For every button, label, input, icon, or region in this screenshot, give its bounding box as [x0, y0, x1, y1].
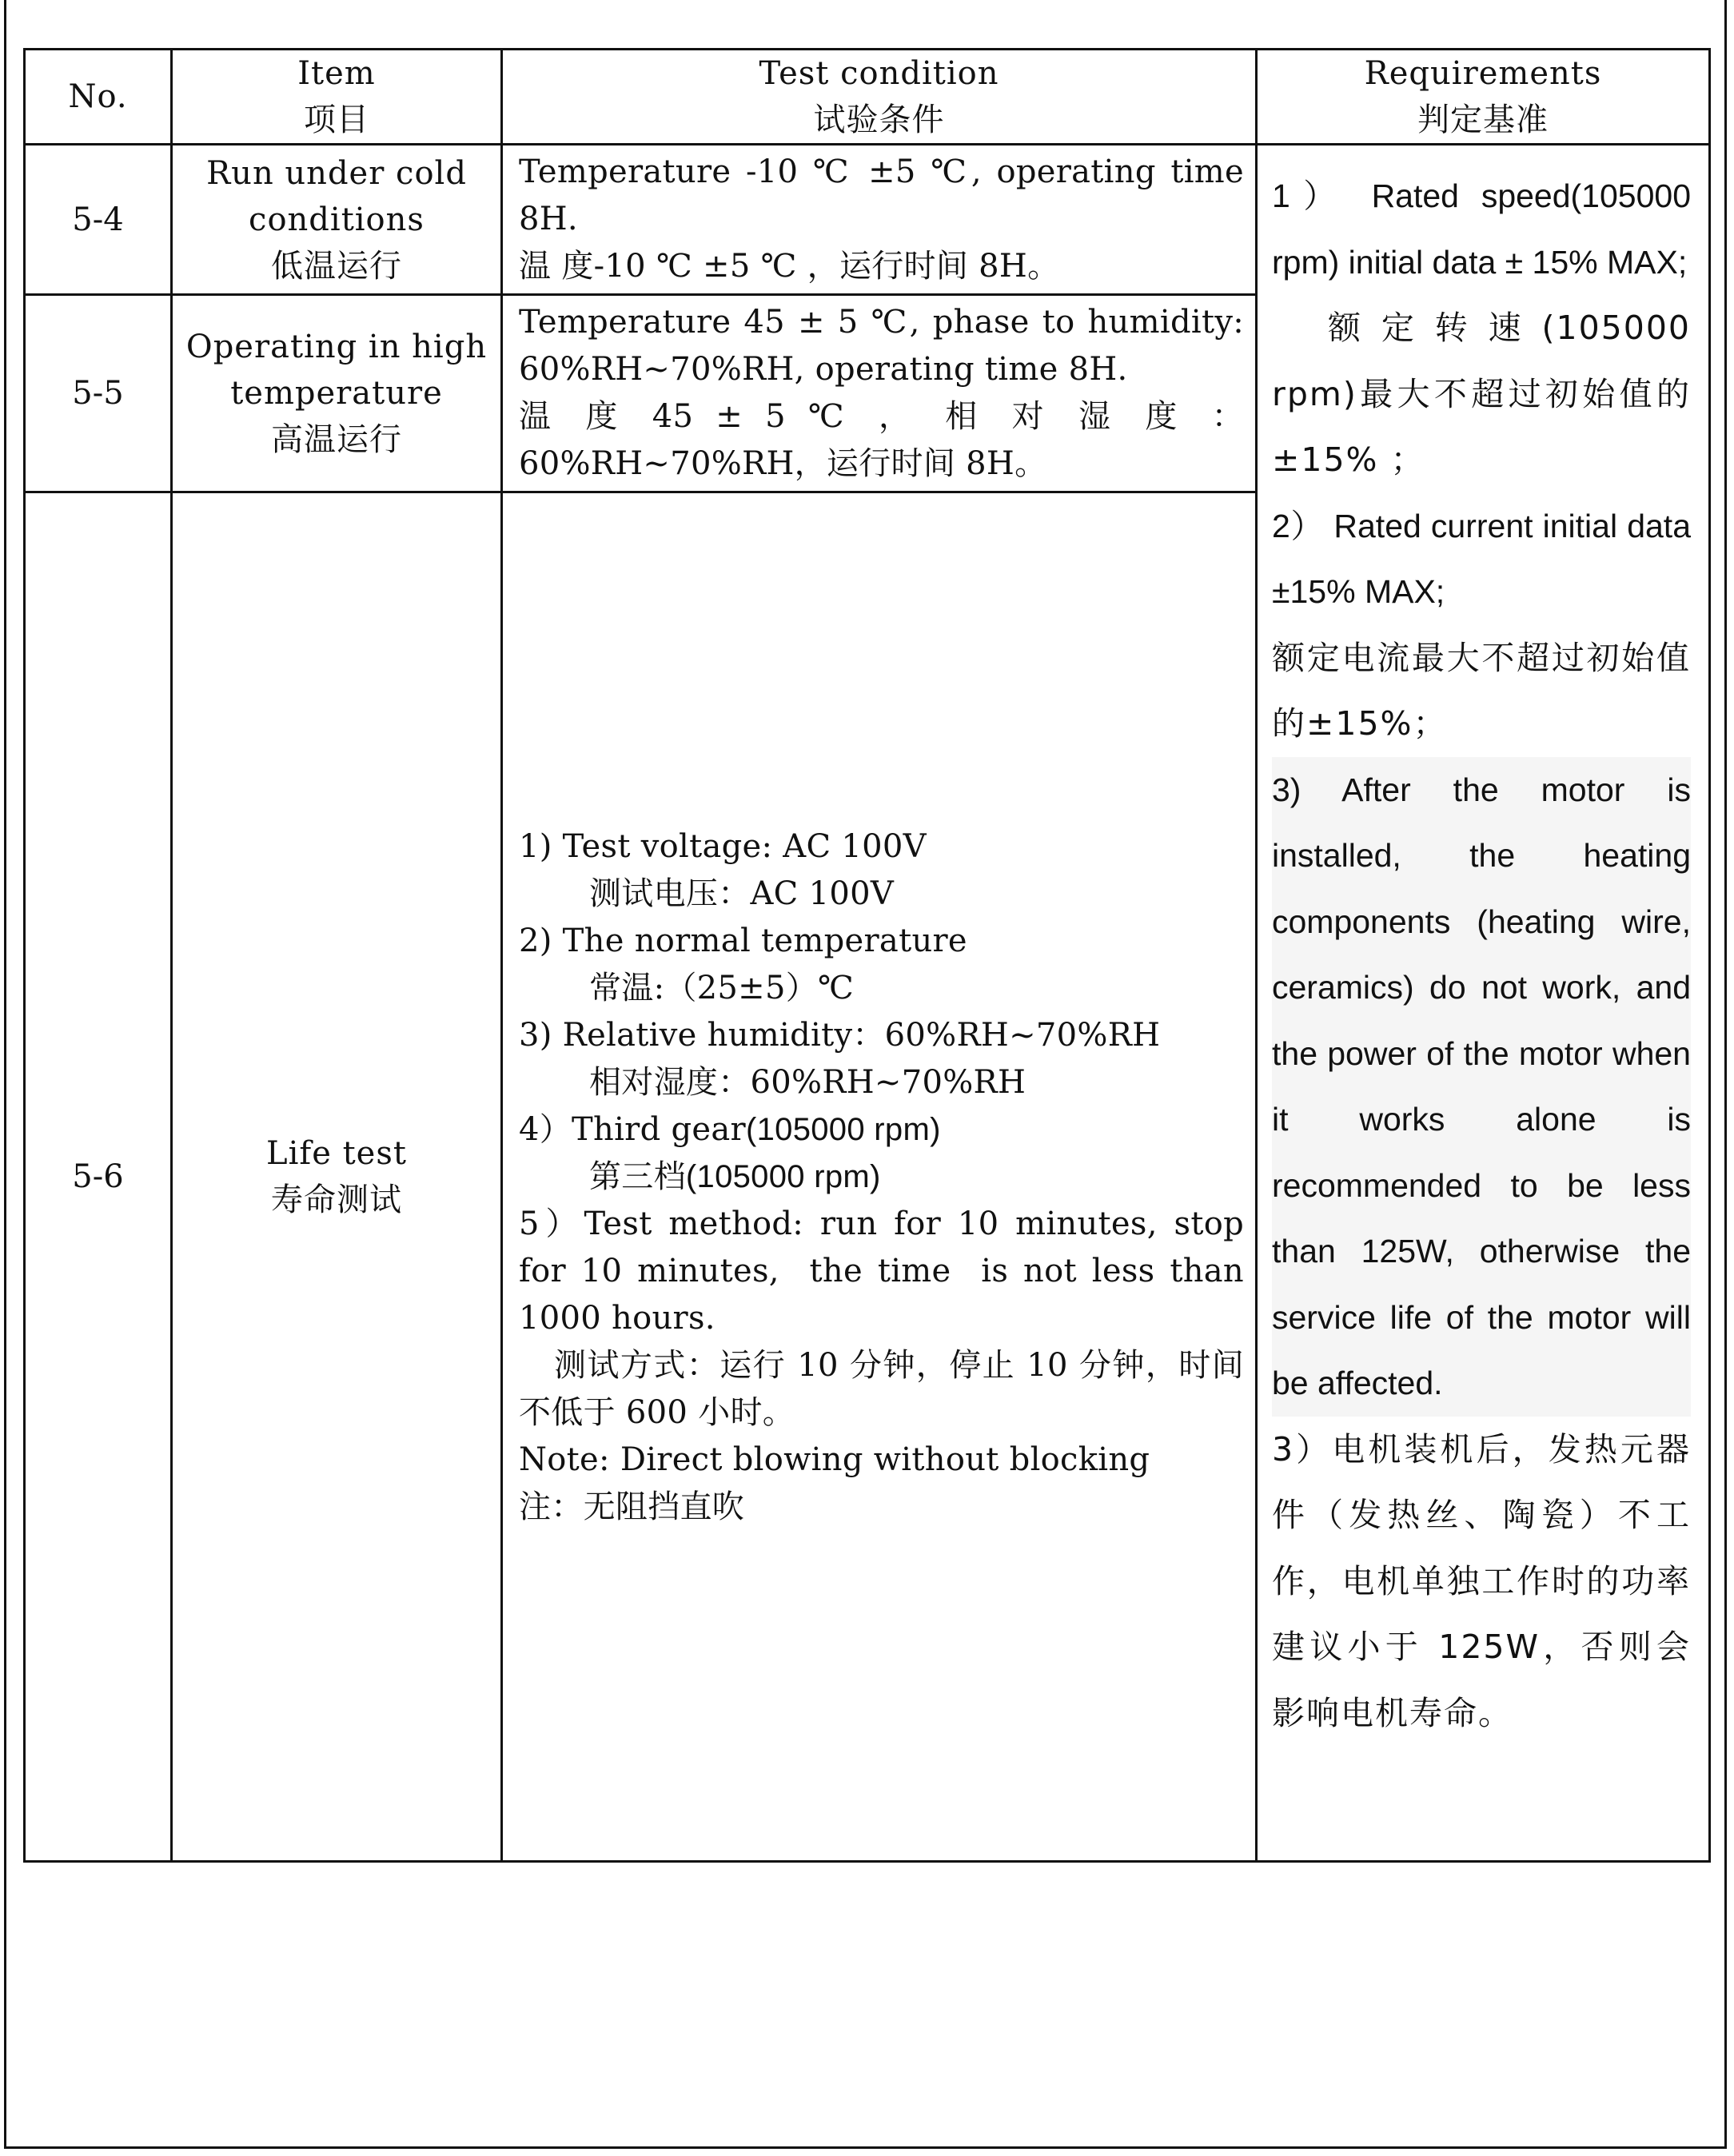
condition-en: Temperature 45 ± 5 ℃, phase to humidity: 60%RH~70%RH, operating time 8H. [519, 304, 1255, 388]
header-requirements-en: Requirements [1364, 55, 1602, 92]
header-no [25, 50, 172, 145]
requirement-2-en: 2） Rated current initial data ±15% MAX; [1272, 507, 1691, 610]
requirement-2-cn: 额定电流最大不超过初始值的±15%； [1272, 638, 1691, 743]
header-item-cn: 项目 [304, 102, 369, 138]
condition-cell [502, 145, 1257, 295]
condition-cell [502, 492, 1257, 1862]
item-cell [172, 295, 502, 492]
header-condition [502, 50, 1257, 145]
requirements-cell [1257, 145, 1710, 1862]
test-spec-table [23, 48, 1711, 1863]
header-requirements-cn: 判定基准 [1417, 102, 1549, 138]
condition-cell [502, 295, 1257, 492]
condition-gear-cn: 第三档 [589, 1158, 686, 1195]
condition-en: Temperature -10 ℃ ±5 ℃, operating time 8H. [519, 153, 1255, 237]
item-en-line: conditions [249, 201, 425, 238]
row-number: 5-5 [25, 295, 172, 492]
condition-line: 5）Test method: run for 10 minutes, stop for 10 minutes, the time is not less than 1000 hours. [519, 1205, 1255, 1337]
condition-line: 测试电压：AC 100V [589, 875, 895, 912]
condition-line: 1) Test voltage: AC 100V [519, 827, 927, 865]
table-row-5-4 [25, 145, 1710, 295]
condition-gear-rpm: (105000 rpm) [745, 1111, 941, 1147]
condition-line: 测试方式：运行 10 分钟，停止 10 分钟，时间不低于 600 小时。 [519, 1346, 1244, 1431]
header-requirements [1257, 50, 1710, 145]
condition-line: 相对湿度：60%RH~70%RH [589, 1063, 1026, 1101]
condition-line: 注：无阻挡直吹 [519, 1488, 745, 1525]
header-row [25, 50, 1710, 145]
header-item [172, 50, 502, 145]
requirement-1-cn: 额定转速(105000 rpm)最大不超过初始值的±15% ； [1272, 309, 1691, 479]
header-item-en: Item [297, 55, 376, 92]
condition-gear-rpm: (105000 rpm) [685, 1158, 881, 1194]
item-cell [172, 492, 502, 1862]
condition-line [519, 1154, 1244, 1201]
header-condition-cn: 试验条件 [813, 102, 945, 138]
header-condition-en: Test condition [759, 55, 999, 92]
condition-line: 2) The normal temperature [519, 922, 967, 959]
item-en-line: temperature [230, 375, 443, 412]
condition-cn: 温 度-10 ℃ ±5 ℃ ，运行时间 8H。 [519, 248, 1060, 285]
condition-line: 3) Relative humidity：60%RH~70%RH [519, 1016, 1161, 1054]
condition-line: 常温:（25±5）℃ [589, 969, 855, 1006]
requirement-1-en: 1） Rated speed(105000 rpm) initial data ± 15% MAX; [1272, 177, 1691, 281]
item-en: Life test [266, 1135, 407, 1172]
item-en-line: Run under cold [206, 154, 467, 192]
condition-line [519, 1106, 1244, 1154]
header-no-label: No. [68, 78, 128, 115]
condition-cn: 温 度 45 ± 5 ℃ ， 相 对 湿 度 ： 60%RH~70%RH，运行时间 8H。 [519, 398, 1255, 482]
requirement-3-en: 3) After the motor is installed, the heating components (heating wire, ceramics) do not work, and the power of the motor when it works alone is recommended to be less than 125W, otherwise the service life of the motor will be affected. [1272, 757, 1691, 1417]
item-en-line: Operating in high [185, 329, 488, 365]
condition-line: Note: Direct blowing without blocking [519, 1441, 1150, 1478]
row-number: 5-4 [25, 145, 172, 295]
item-cell [172, 145, 502, 295]
condition-gear-en: 4）Third gear [519, 1110, 746, 1148]
row-number: 5-6 [25, 492, 172, 1862]
requirement-3-cn: 3）电机装机后，发热元器件（发热丝、陶瓷）不工作，电机单独工作时的功率建议小于 125W，否则会影响电机寿命。 [1272, 1429, 1691, 1732]
item-cn: 寿命测试 [271, 1182, 402, 1218]
item-cn: 高温运行 [271, 421, 402, 458]
item-cn: 低温运行 [271, 247, 402, 285]
